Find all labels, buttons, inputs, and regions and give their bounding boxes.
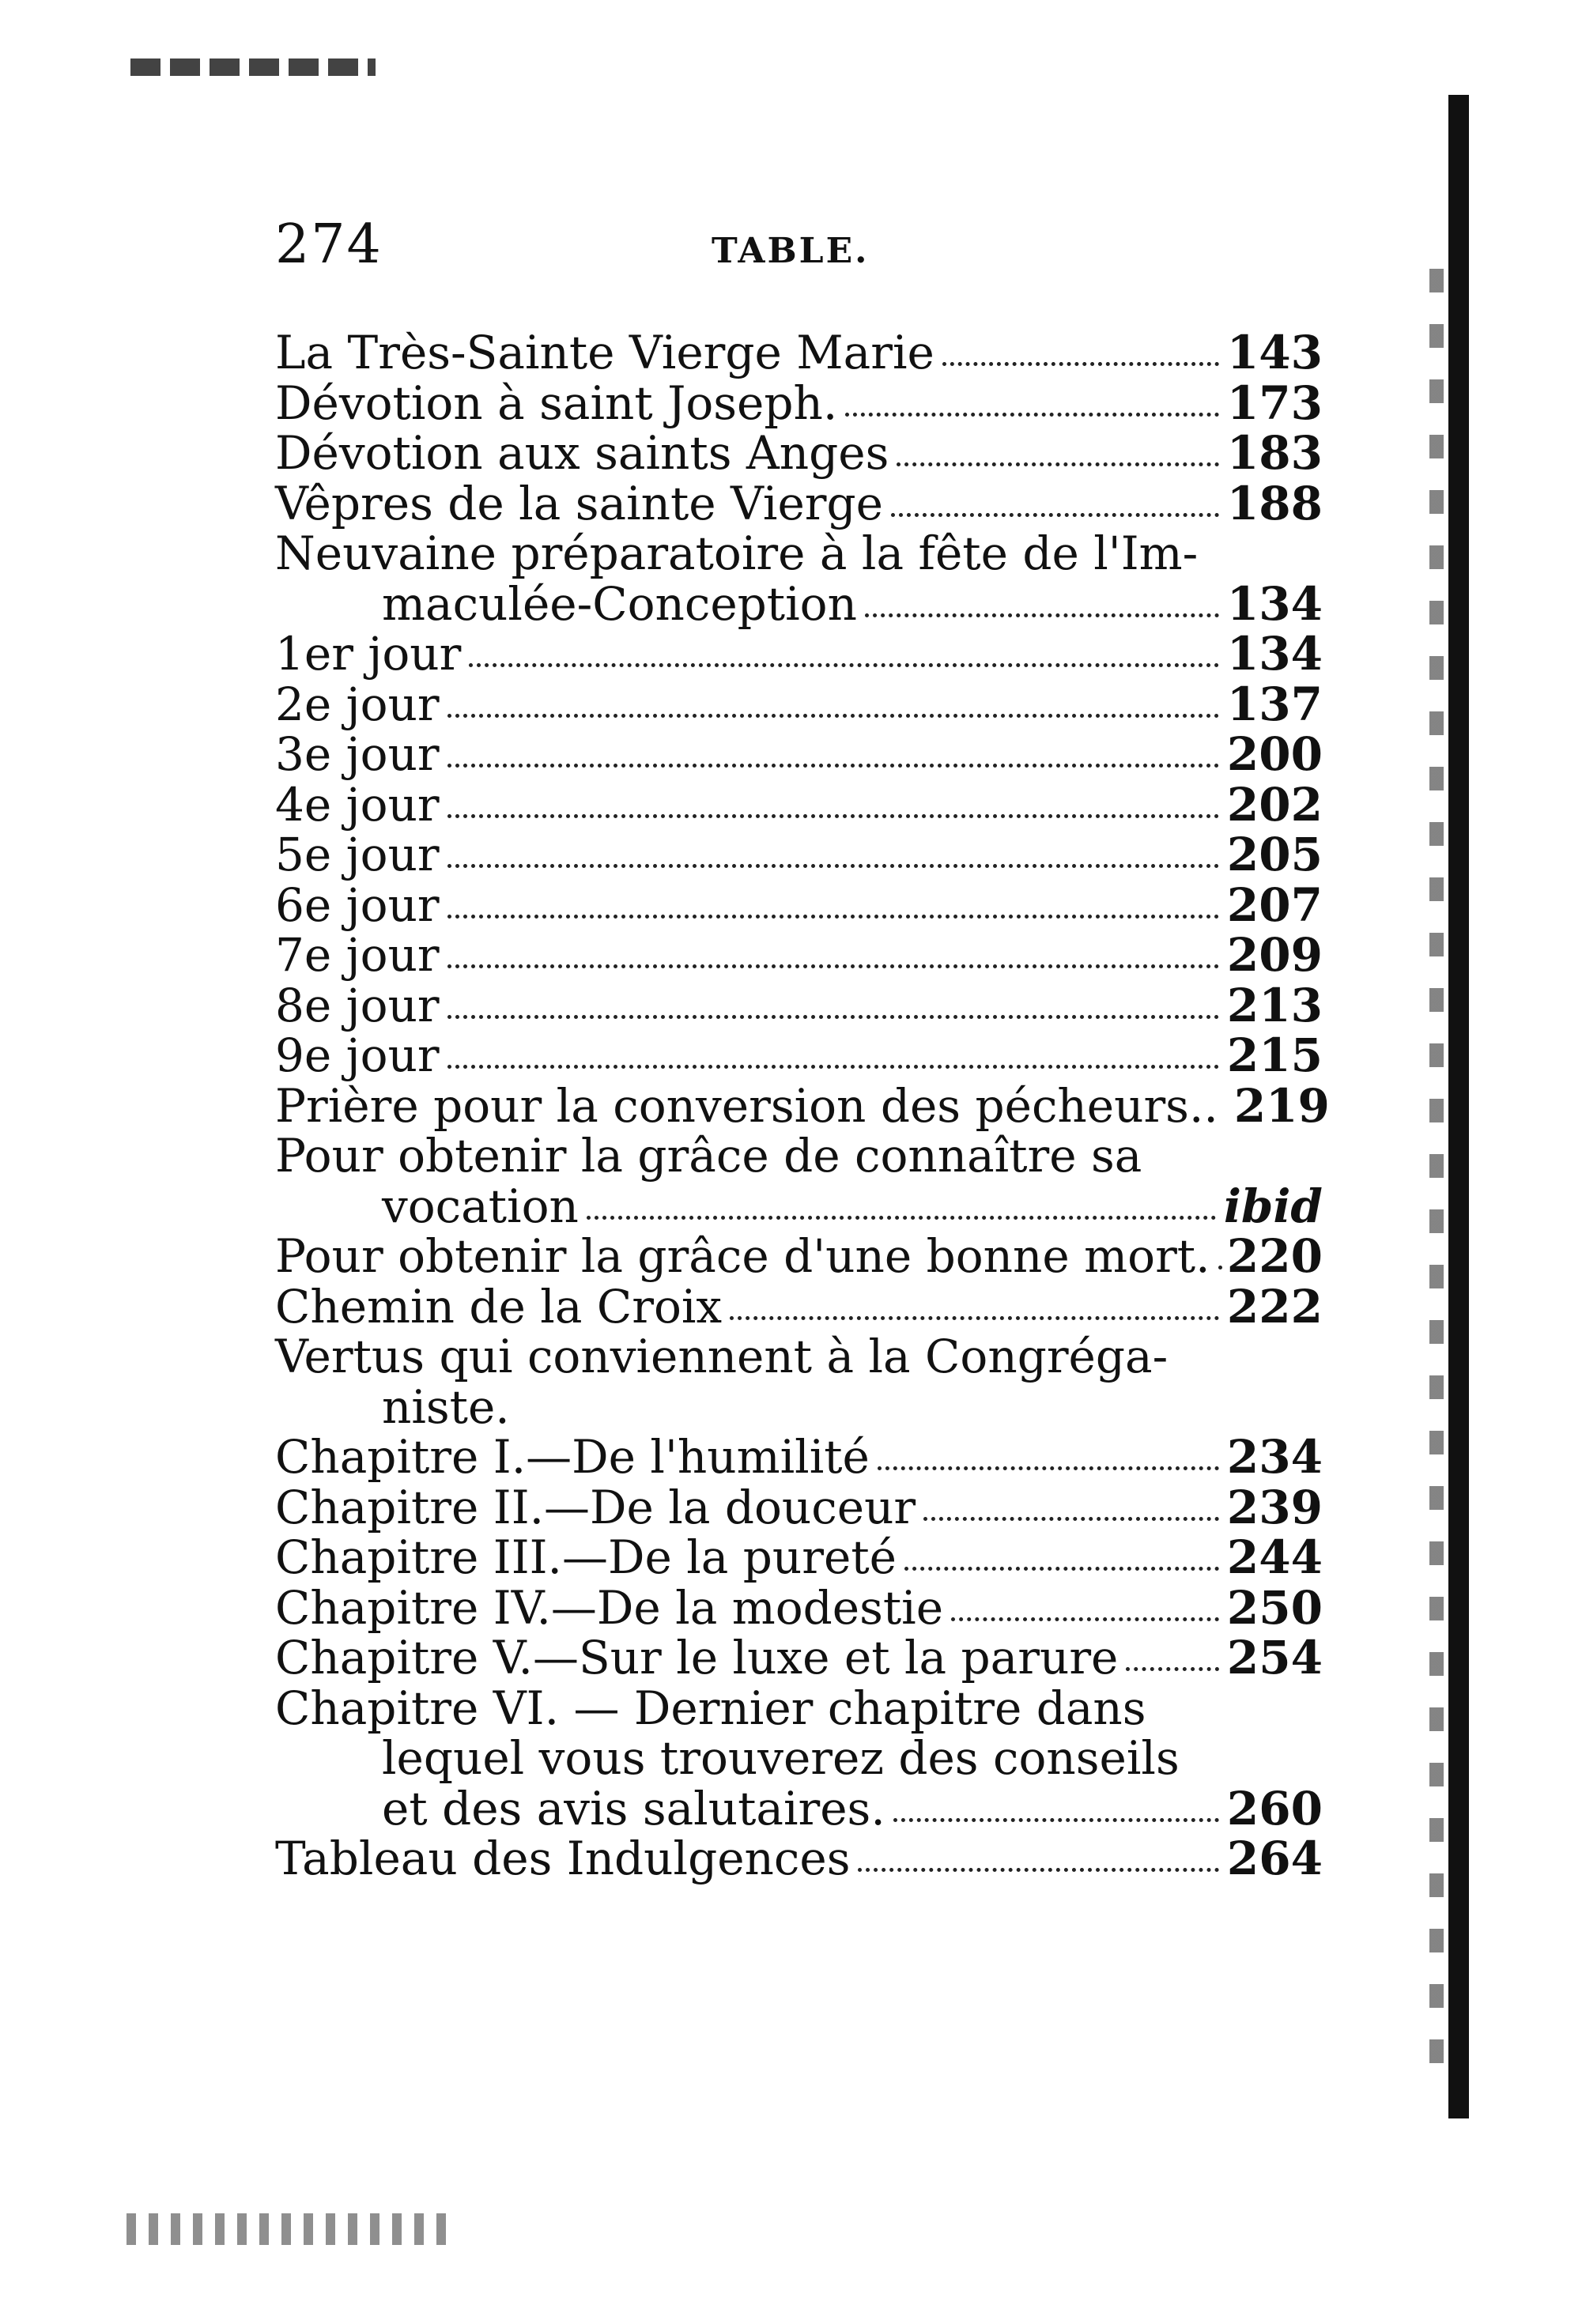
toc-entry-continuation (275, 1731, 1323, 1785)
toc-entry-continuation (275, 1781, 1323, 1835)
toc-page-number: 200 (1226, 727, 1323, 781)
toc-entry-title: 9e jour (275, 1028, 440, 1082)
toc-page-number: 143 (1226, 326, 1323, 379)
toc-page-number: 220 (1226, 1229, 1323, 1283)
leader-dots (447, 1065, 1219, 1069)
leader-dots (447, 814, 1219, 818)
toc-entry-title: Chapitre III.—De la pureté (275, 1530, 897, 1584)
toc-page-number: 215 (1226, 1028, 1323, 1082)
toc-entry (275, 978, 1323, 1032)
toc-entry (275, 428, 1323, 479)
toc-page-number: 137 (1226, 677, 1323, 731)
toc-entry-title: 6e jour (275, 877, 440, 932)
toc-entry (275, 1480, 1323, 1534)
toc-page-number: 234 (1226, 1430, 1323, 1484)
toc-page-number: 222 (1226, 1279, 1323, 1334)
toc-entry-title: Vêpres de la sainte Vierge (275, 476, 883, 530)
toc-entry-continuation (275, 1379, 1323, 1434)
leader-dots (878, 1466, 1219, 1470)
table-of-contents (275, 326, 1330, 1885)
toc-page-number: 260 (1226, 1781, 1323, 1835)
running-title: TABLE. (712, 231, 870, 271)
toc-entry-continuation (275, 576, 1323, 631)
leader-dots (858, 1868, 1218, 1872)
toc-entry (275, 1580, 1323, 1635)
toc-page-number: 239 (1226, 1480, 1323, 1534)
leader-dots (447, 1015, 1219, 1019)
toc-page-number: 183 (1226, 426, 1323, 480)
toc-page-number: 202 (1226, 777, 1323, 832)
toc-entry-title: La Très-Sainte Vierge Marie (275, 326, 934, 379)
toc-entry-continuation (275, 1179, 1323, 1233)
toc-entry-title: Pour obtenir la grâce d'une bonne mort. (275, 1229, 1210, 1283)
leader-dots (865, 613, 1219, 617)
toc-entry (275, 727, 1323, 781)
scan-artifact-top (130, 58, 376, 76)
toc-entry-title: Chapitre I.—De l'humilité (275, 1430, 870, 1484)
leader-dots (447, 764, 1219, 768)
toc-entry (275, 930, 1323, 981)
toc-entry-title: Neuvaine préparatoire à la fête de l'Im- (275, 526, 1199, 580)
toc-entry-title: Prière pour la conversion des pécheurs.. (275, 1078, 1218, 1133)
toc-page-number: 244 (1226, 1530, 1323, 1584)
toc-entry (275, 777, 1323, 832)
toc-entry-title: 3e jour (275, 727, 440, 781)
toc-page-number: 205 (1226, 828, 1323, 881)
toc-entry (275, 677, 1323, 731)
toc-page-number: 250 (1226, 1580, 1323, 1635)
toc-entry-title: 5e jour (275, 828, 440, 881)
toc-entry-title: Pour obtenir la grâce de connaître sa (275, 1129, 1142, 1183)
toc-entry-title: Chapitre V.—Sur le luxe et la parure (275, 1631, 1119, 1685)
toc-page-number: 207 (1226, 877, 1323, 932)
toc-entry-title: 7e jour (275, 928, 440, 982)
leader-dots (923, 1517, 1219, 1521)
toc-entry (275, 830, 1323, 881)
toc-page-number: 219 (1233, 1078, 1330, 1133)
toc-page-number: 213 (1226, 978, 1323, 1032)
book-binding-edge (1448, 95, 1469, 2118)
toc-entry (275, 1028, 1323, 1082)
toc-page-number: 264 (1226, 1832, 1323, 1885)
toc-entry (275, 1131, 1323, 1182)
toc-entry (275, 629, 1323, 680)
toc-entry-title: vocation (382, 1179, 579, 1233)
toc-page-number: ibid (1223, 1179, 1323, 1233)
toc-entry (275, 1432, 1323, 1483)
toc-entry (275, 1279, 1323, 1334)
leader-dots (1126, 1667, 1219, 1671)
leader-dots (897, 462, 1219, 466)
page-number: 274 (275, 213, 383, 276)
toc-entry (275, 328, 1323, 379)
toc-entry (275, 1681, 1323, 1735)
leader-dots (447, 915, 1219, 919)
leader-dots (587, 1216, 1216, 1220)
toc-entry-title: Vertus qui conviennent à la Congréga- (275, 1330, 1169, 1383)
leader-dots (904, 1567, 1219, 1571)
toc-entry (275, 1834, 1323, 1884)
leader-dots (447, 964, 1219, 968)
toc-page-number: 134 (1226, 576, 1323, 631)
toc-entry (275, 877, 1323, 932)
leader-dots (1218, 1266, 1219, 1270)
toc-entry-title: niste. (382, 1379, 510, 1434)
toc-entry (275, 1229, 1323, 1283)
toc-entry (275, 476, 1323, 530)
toc-entry-title: maculée-Conception (382, 576, 857, 631)
toc-entry (275, 1332, 1323, 1383)
toc-page-number: 134 (1226, 627, 1323, 681)
leader-dots (469, 663, 1219, 667)
leader-dots (447, 864, 1219, 868)
toc-entry-title: Tableau des Indulgences (275, 1832, 851, 1885)
toc-entry (275, 526, 1323, 580)
toc-page-number: 209 (1226, 928, 1323, 982)
toc-entry-title: et des avis salutaires. (382, 1781, 885, 1835)
toc-entry (275, 375, 1323, 430)
scan-artifact-bottom (126, 2213, 459, 2245)
toc-entry (275, 1530, 1323, 1584)
toc-page-number: 173 (1226, 375, 1323, 430)
leader-dots (845, 413, 1219, 417)
toc-entry (275, 1078, 1330, 1133)
toc-entry (275, 1633, 1323, 1684)
toc-page-number: 254 (1226, 1631, 1323, 1685)
leader-dots (942, 362, 1219, 366)
binding-shadow (1429, 269, 1444, 2087)
toc-entry-title: Chemin de la Croix (275, 1279, 723, 1334)
leader-dots (730, 1316, 1219, 1320)
leader-dots (891, 513, 1219, 517)
toc-entry-title: Chapitre II.—De la douceur (275, 1480, 916, 1534)
leader-dots (893, 1818, 1219, 1822)
toc-entry-title: Chapitre IV.—De la modestie (275, 1580, 944, 1635)
toc-entry-title: 8e jour (275, 978, 440, 1032)
leader-dots (951, 1617, 1219, 1621)
toc-entry-title: Dévotion aux saints Anges (275, 426, 889, 480)
toc-entry-title: Chapitre VI. — Dernier chapitre dans (275, 1681, 1146, 1735)
toc-entry-title: 2e jour (275, 677, 440, 731)
toc-page-number: 188 (1226, 476, 1323, 530)
leader-dots (447, 714, 1219, 718)
toc-entry-title: Dévotion à saint Joseph. (275, 375, 838, 430)
toc-entry-title: 4e jour (275, 777, 440, 832)
toc-entry-title: 1er jour (275, 627, 462, 681)
toc-entry-title: lequel vous trouverez des conseils (382, 1731, 1180, 1785)
